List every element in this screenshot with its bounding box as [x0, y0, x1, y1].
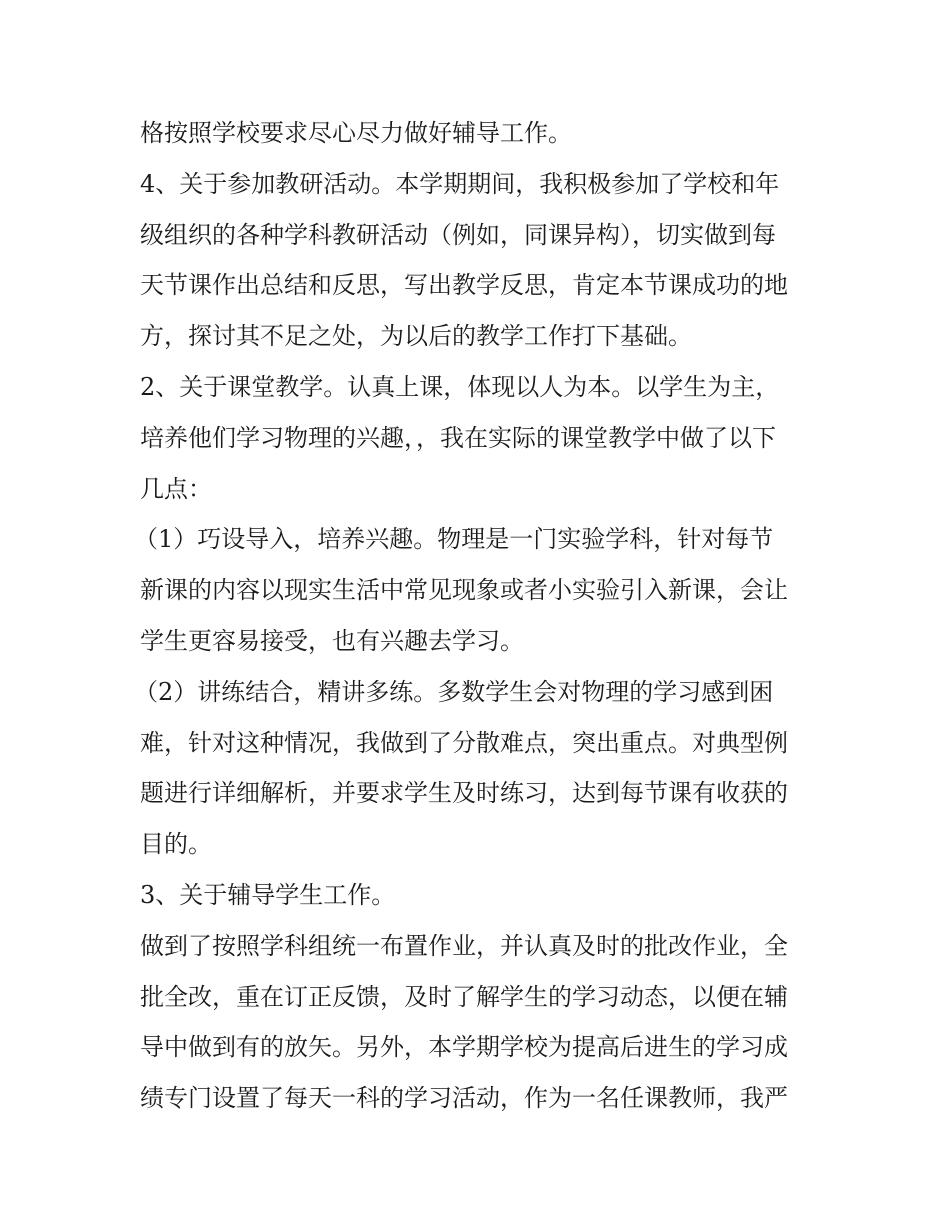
text-line: 方，探讨其不足之处，为以后的教学工作打下基础。 [140, 322, 692, 351]
text-line: 格按照学校要求尽心尽力做好辅导工作。 [140, 119, 572, 147]
text-line: 级组织的各种学科教研活动（例如，同课异构），切实做到每 [140, 220, 776, 249]
document-body [134, 108, 820, 1124]
text-line: 2、关于课堂教学。认真上课，体现以人为本。以学生为主， [140, 372, 780, 401]
text-line: 目的。 [140, 830, 212, 859]
text-line: 做到了按照学科组统一布置作业，并认真及时的批改作业，全 [140, 931, 788, 960]
text-line: 题进行详细解析，并要求学生及时练习，达到每节课有收获的 [140, 779, 788, 808]
text-line: （2）讲练结合，精讲多练。多数学生会对物理的学习感到困 [134, 677, 774, 706]
text-line: 几点： [140, 474, 212, 503]
text-line: 天节课作出总结和反思，写出教学反思，肯定本节课成功的地 [140, 271, 788, 300]
text-line: 难，针对这种情况，我做到了分散难点，突出重点。对典型例 [140, 728, 788, 757]
text-line: （1）巧设导入，培养兴趣。物理是一门实验学科，针对每节 [134, 525, 774, 554]
text-line: 4、关于参加教研活动。本学期期间，我积极参加了学校和年 [140, 169, 780, 198]
text-line: 导中做到有的放矢。另外，本学期学校为提高后进生的学习成 [140, 1033, 788, 1062]
text-line: 培养他们学习物理的兴趣，，我在实际的课堂教学中做了以下 [140, 423, 776, 452]
text-line: 学生更容易接受，也有兴趣去学习。 [140, 626, 524, 655]
text-line: 绩专门设置了每天一科的学习活动，作为一名任课教师，我严 [140, 1084, 788, 1113]
text-line: 3、关于辅导学生工作。 [140, 880, 396, 909]
text-line: 新课的内容以现实生活中常见现象或者小实验引入新课，会让 [140, 576, 788, 605]
text-line: 批全改，重在订正反馈，及时了解学生的学习动态，以便在辅 [140, 982, 788, 1011]
